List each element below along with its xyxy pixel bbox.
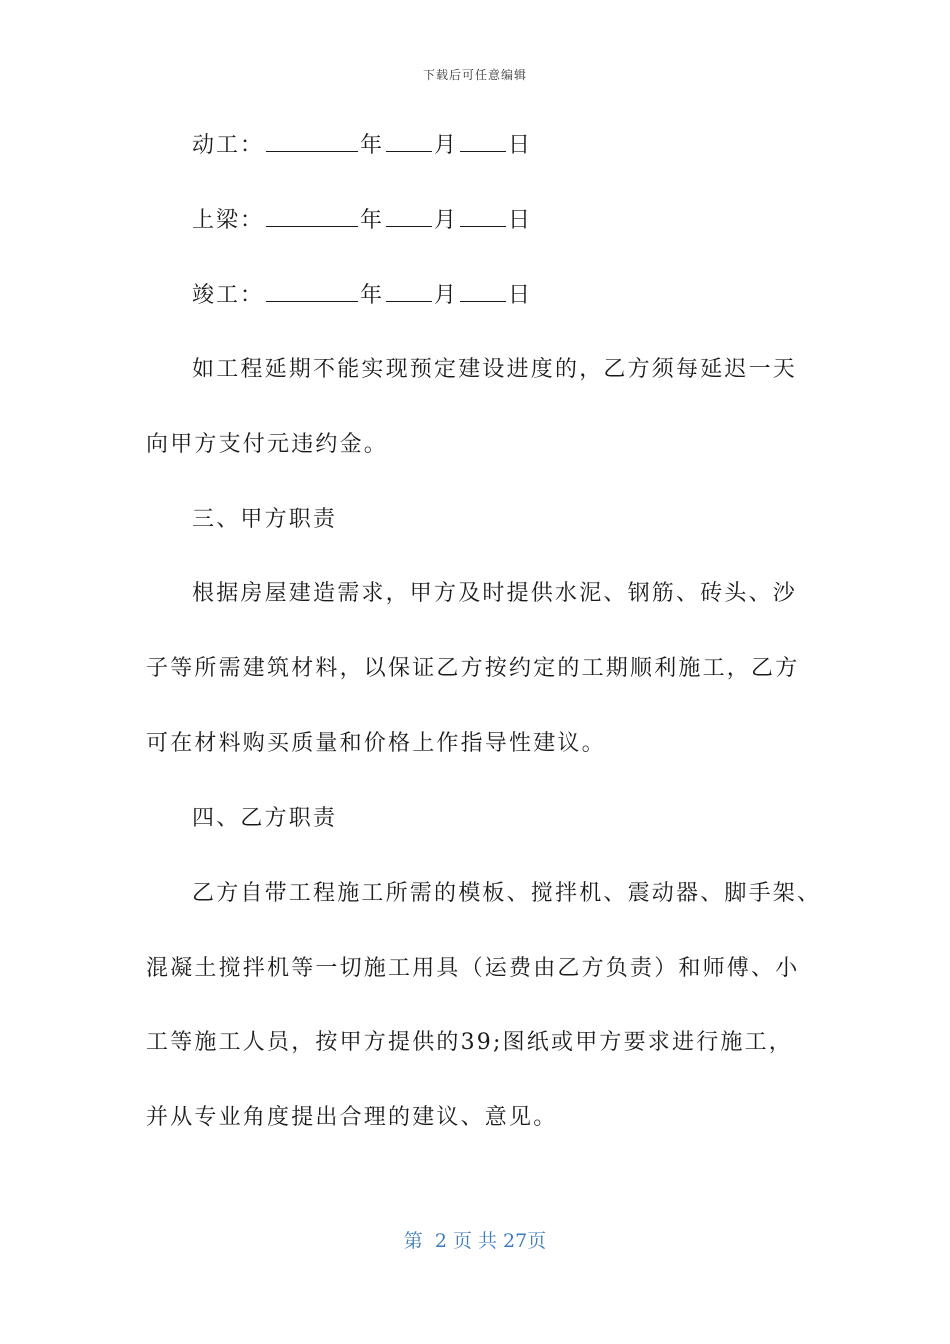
month-unit: 月 <box>434 133 459 158</box>
day-blank <box>460 206 506 227</box>
year-unit: 年 <box>360 208 385 233</box>
beam-date-label: 上梁： <box>192 208 265 233</box>
start-date-row <box>192 131 532 160</box>
completion-date-label: 竣工： <box>192 283 265 308</box>
section-4-paragraph-line-1: 乙方自带工程施工所需的模板、搅拌机、震动器、脚手架、 <box>192 881 822 906</box>
year-blank <box>266 281 358 302</box>
year-unit: 年 <box>360 133 385 158</box>
year-unit: 年 <box>360 283 385 308</box>
header-note: 下载后可任意编辑 <box>422 68 527 82</box>
month-blank <box>386 281 432 302</box>
month-unit: 月 <box>434 283 459 308</box>
year-blank <box>266 206 358 227</box>
section-4-paragraph-line-3: 工等施工人员，按甲方提供的39;图纸或甲方要求进行施工， <box>146 1030 794 1055</box>
section-3-paragraph-line-3: 可在材料购买质量和价格上作指导性建议。 <box>146 731 606 756</box>
day-blank <box>460 131 506 152</box>
month-unit: 月 <box>434 208 459 233</box>
day-unit: 日 <box>508 133 533 158</box>
start-date-label: 动工： <box>192 133 265 158</box>
completion-date-row <box>192 281 532 310</box>
section-4-paragraph-line-2: 混凝土搅拌机等一切施工用具（运费由乙方负责）和师傅、小 <box>146 956 800 981</box>
month-blank <box>386 206 432 227</box>
section-3-title: 三、甲方职责 <box>192 507 338 532</box>
year-blank <box>266 131 358 152</box>
beam-date-row <box>192 206 532 235</box>
section-4-paragraph-line-4: 并从专业角度提出合理的建议、意见。 <box>146 1105 558 1130</box>
delay-clause-line-2: 向甲方支付元违约金。 <box>146 432 389 457</box>
page-number-footer: 第 2 页 共 27页 <box>403 1230 547 1252</box>
day-unit: 日 <box>508 283 533 308</box>
month-blank <box>386 131 432 152</box>
section-4-title: 四、乙方职责 <box>192 806 338 831</box>
delay-clause-line-1: 如工程延期不能实现预定建设进度的，乙方须每延迟一天 <box>192 357 798 382</box>
day-unit: 日 <box>508 208 533 233</box>
section-3-paragraph-line-1: 根据房屋建造需求，甲方及时提供水泥、钢筋、砖头、沙 <box>192 581 798 606</box>
section-3-paragraph-line-2: 子等所需建筑材料，以保证乙方按约定的工期顺利施工，乙方 <box>146 656 800 681</box>
day-blank <box>460 281 506 302</box>
